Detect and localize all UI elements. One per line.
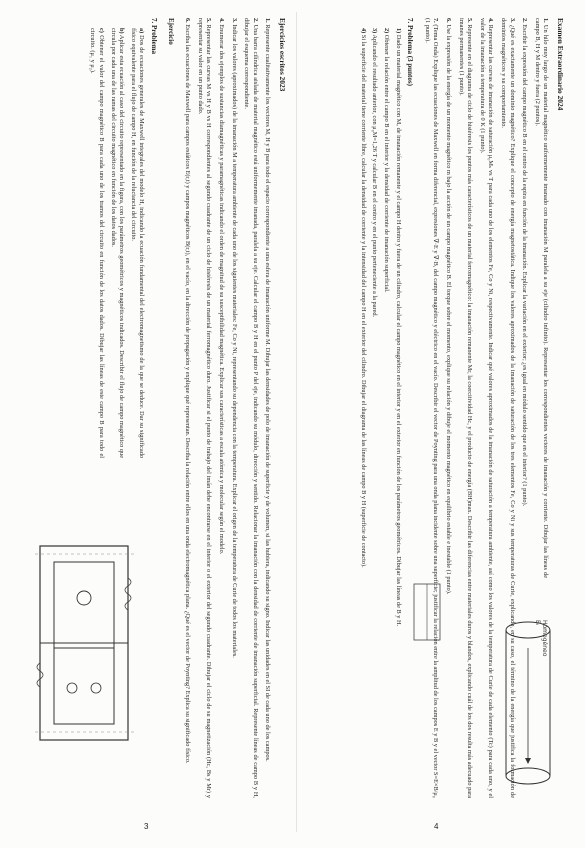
cylinder-figure bbox=[498, 618, 558, 788]
right-sub-3: 3) Aplicando el resultado anterior, con μ₀M=1,26 T y calcular B en el centro y en el punto perteneciente a la pared. bbox=[371, 28, 379, 318]
left-item-3: 3. Indicar los valores (aproximados) de la imanación M a temperatura ambiente de cada uno de los siguientes materiales: Fe, Co y Ni, representando su dependencia con la temperatura. Explicar el origen de la temperatura de Curie de todos los materiales. bbox=[230, 18, 238, 658]
right-sub-2: 2) Obtener la relación entre el campo B en el interior y la densidad de corriente de imanación superficial. bbox=[383, 28, 391, 293]
handwritten-note: Homogéneo Bᵢ bbox=[534, 620, 548, 657]
right-title: Examen Extraordinario 2024 bbox=[556, 18, 565, 111]
right-item-1: 1. Un hilo muy largo de un material magnético uniformemente imanado con imanación M paralela a su eje (cilindro infinito). Representar los correspondientes vectores de imanación y corriente. Dibujar las líneas de campo B, H y M dentro y fuera (2 puntos). bbox=[533, 18, 550, 579]
right-column bbox=[306, 18, 568, 798]
arrow-icon bbox=[525, 758, 531, 764]
right-item-5: 5. Represente en el diagrama de ciclo de histéresis los puntos más característicos de un material ferromagnético: la imanación remanente Mr, la coercitividad Hc, y el producto de energía (BH)max. Describir las diferencias entre materiales duros y blandos, explicando cuál de los dos resulta más adecuado para imanes permanentes (1 punto). bbox=[457, 18, 474, 798]
magnetic-circuit-figure bbox=[31, 538, 136, 748]
left-section-heading: Ejercicio bbox=[166, 18, 175, 45]
left-item-2: 2. Una barra cilíndrica aislada de material magnético está uniformemente imanada, paralela a su eje. Calcular el campo B y H en el punto P del eje, indicando su módulo, dirección y sentido. Relacionar la imanación con la densidad de corriente de imanación superficial. Represente líneas de campo B y H, dibujar el esquema correspondiente. bbox=[243, 18, 259, 798]
right-item-6: 6. Use la expresión de la energía de un momento magnético m bajo la acción de un campo magnético B. El torque sobre el momento, explique su relación y dibuje el momento magnético en equilibrio estable e inestable (1 punto). bbox=[445, 18, 453, 595]
page-number-left: 3 bbox=[144, 822, 149, 831]
left-item-4: 4. Enumerar dos ejemplos de sustancias diamagnéticas y paramagnéticas indicando el orden de magnitud de su susceptibilidad magnética. Explicar sus características a escala atómica y molecular según el modelo. bbox=[218, 18, 226, 555]
column-divider bbox=[296, 12, 297, 832]
right-sub-1: 1) Dado un material magnético con Mₒ de imanación remanente y el campo H dentro y fuera de un cilindro, calcular el campo magnético en el interior y en el exterior en función de los parámetros geométricos. Dibujar las líneas de B y H. bbox=[394, 28, 402, 627]
right-item-4: 4. Representar las curvas de imanación de saturación μ₀Mₛ vs T para cada uno de los elementos Fe, Co y Ni, respectivamente. Indicar qué valores aproximados de la imanación de saturación a temperatura ambiente, así como los valores de la temperatura de Curie de cada elemento (Tc) para cada uno, y el valor de la imanación a temperatura de 0 K (1 punto). bbox=[478, 18, 495, 798]
left-sub-a: a) Dos de ecuaciones generales de Maxwell integrales del modelo H, indicando la ecuación fundamental del electromagnetismo de la que se deduce. Dar su significado físico equivalente para el flujo de campo H, en función de la reluctancia del circuito. bbox=[129, 28, 146, 458]
right-item-3: 3. ¿Qué es exactamente un dominio magnético? Explique el concepto de energía magnetostática. Indique los valores aproximados de la imanación de saturación de los tres elementos Fe, Co y Ni y sus temperaturas de Curie, explicando, en su caso, el término de la energía que justifica la formación de dominios magnéticos y su comportamiento. bbox=[500, 18, 516, 798]
page-number-right: 4 bbox=[434, 822, 439, 831]
right-item-2: 2. Escribir la expresión del campo magnético B en el centro de la espira en función de la imanación. Explicar la variación en el exterior; ¿es igual en módulo sentido que en el interior? (1 punto). bbox=[521, 18, 529, 507]
left-item-5: 5. Representar las curvas M vs H y B vs H correspondientes al segundo cuadrante de un ciclo de histéresis de un material ferromagnético duro. Justificar si el punto de trabajo del imán debe encontrarse en el interior o el exterior del segundo cuadrante. Dibujar el ciclo de su magnetización (Hc, Bs y Mr) y representar su valor en un punto dado. bbox=[196, 18, 213, 798]
small-sketch bbox=[406, 578, 446, 648]
left-problem-heading: 7. Problema bbox=[150, 18, 159, 55]
right-sub-4: 4) Si la superficie del material tiene corriente libre, calcular la densidad de corriente y la intensidad del campo H en el exterior del cilindro. Dibujar el diagrama de las líneas de campo B y H (superficie de contacto). bbox=[359, 28, 367, 568]
source-icon bbox=[77, 591, 91, 605]
left-item-6: 6. Escriba las ecuaciones de Maxwell para campos estáticos E(r,t) y campos magnéticos B(r,t), en el vacío, en la dirección de propagación y explique qué representan. Describa la relación entre ellos en una onda electromagnética plana. ¿Qué es el vector de Poynting? Explica su significado físico. bbox=[184, 18, 192, 764]
left-column bbox=[20, 18, 290, 798]
left-sub-c: c) Obtener el valor del campo magnético B para cada uno de los tramos del circuito en función de los datos dados. Dibujar las líneas de este campo B para todo el circuito. (μ₁ y μ₂). bbox=[89, 28, 106, 458]
right-problem-heading: 7. Problema (3 puntos) bbox=[406, 18, 415, 86]
left-title: Ejercicios escritos 2023 bbox=[278, 18, 287, 92]
left-item-1: 1. Represente cualitativamente los vectores M, H y B para todo el espacio correspondiente a una esfera de imanación uniforme M. Dibujar las densidades de polo de imanación de superficie y de volumen, si las hubiera, indicando su signo. Indicar las unidades en el SI de cada uno de los campos. bbox=[264, 18, 272, 762]
left-sub-b: b) Aplicar esta ecuación al caso del circuito representado en la figura, con los parámetros geométricos y magnéticos indicados. Describir el flujo de campo magnético que circula por cada una de las ramas del circuito magnético en función de los datos dados. bbox=[109, 28, 126, 458]
right-item-7: 7. (Tema Onda) Explique las ecuaciones de Maxwell en forma diferencial, expresiones ∇·E y ∇·B, del campo magnético y eléctrico en el vacío. Describir el vector de Poynting para una onda plana incidente sobre una superficie; justificar la relación entre la amplitud de los campos E y B y el vector S=E×B/μ₀ (1 punto). bbox=[423, 18, 440, 798]
